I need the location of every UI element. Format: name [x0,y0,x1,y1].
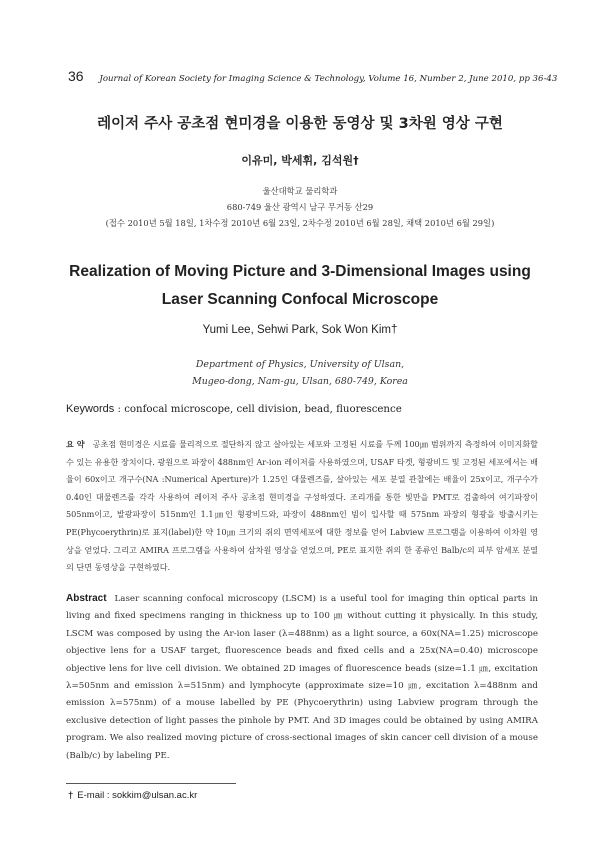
english-title-line2: Laser Scanning Confocal Microscope [161,291,439,308]
footnote [68,790,197,801]
keywords [66,403,540,415]
submission-dates: (접수 2010년 5월 18일, 1차수정 2010년 6월 23일, 2차수정 2010년 6월 28일, 채택 2010년 6월 29일) [105,218,495,228]
page-number: 36 [68,68,84,84]
footnote-dagger: † [68,790,74,801]
english-abstract [66,590,538,765]
footnote-divider [66,783,236,784]
keywords-separator: : [114,404,125,415]
english-title [0,258,600,314]
korean-abstract-text: 공초점 현미경은 시료를 물리적으로 절단하지 않고 살아있는 세포와 고정된 시료를 두께 100㎛ 범위까지 측정하여 이미지화할 수 있는 유용한 장치이다. 광원으로 파장이 488nm인 Ar-ion 레이저를 사용하였으며, USAF 타겟, 형광비드 및 고정된 세포에서는 배율이 60x이고 개구수(NA :Numerical Aperture)가 1.25인 대물렌즈를, 살아있는 세포 분열 관찰에는 배율이 25x이고, 개구수가 0.40인 대물렌즈를 각각 사용하여 레이저 주사 공초점 현미경을 구성하였다. 조리개를 통한 빛만을 PMT로 검출하여 여기파장이 505nm이고, 발광파장이 515nm인 1.1㎛인 형광비드와, 파장이 488nm인 빔이 입사할 때 575nm 파장의 형광을 방출시키는 PE(Phycoerythrin)로 표지(label)한 약 10㎛ 크기의 쥐의 면역세포에 대한 정보를 얻어 Labview 프로그램을 이용하여 이차원 영상을 얻었다. 그리고 AMIRA 프로그램을 사용하여 삼차원 영상을 얻었으며, PE로 표지한 쥐의 한 종류인 Balb/c의 피부 암세포 분열의 단면 동영상을 구현하였다. [66,439,538,573]
footnote-email: E-mail : sokkim@ulsan.ac.kr [77,790,198,801]
english-affiliation-line2: Mugeo-dong, Nam-gu, Ulsan, 680-749, Korea [192,376,408,387]
korean-abstract [66,436,538,577]
korean-affiliation-dept: 울산대학교 물리학과 [262,186,338,196]
korean-title: 레이저 주사 공초점 현미경을 이용한 동영상 및 3차원 영상 구현 [97,116,503,132]
english-abstract-label: Abstract [66,593,107,604]
korean-abstract-label: 요 약 [66,439,85,449]
keywords-label: Keywords [66,403,115,415]
journal-citation: Journal of Korean Society for Imaging Science & Technology, Volume 16, Number 2, June 2010, pp 36-43 [99,74,558,84]
english-title-line1: Realization of Moving Picture and 3-Dimensional Images using [69,263,531,280]
running-header [68,68,558,84]
english-affiliation [0,356,600,390]
english-abstract-text: Laser scanning confocal microscopy (LSCM) is a useful tool for imaging thin optical parts in living and fixed specimens ranging in thickness up to 100 ㎛ without cutting it physically. In this study, LSCM was composed by using the Ar-ion laser (λ=488nm) as a light source, a 60x(NA=1.25) microscope objective lens for a USAF target, fluorescence beads and fixed cells and a 25x(NA=0.40) microscope objective lens for live cell division. We obtained 2D images of fluorescence beads (size=1.1 ㎛, excitation λ=505nm and emission λ=515nm) and lymphocyte (approximate size=10 ㎛, excitation λ=488nm and emission λ=575nm) of a mouse labelled by PE (Phycoerythrin) using Labview program through the exclusive detection of light passes the pinhole by PMT. And 3D images could be obtained by using AMIRA program. We also realized moving picture of cross-sectional images of skin cancer cell division of a mouse (Balb/c) by labeling PE. [66,594,538,761]
keywords-list: confocal microscope, cell division, bead, fluorescence [124,404,402,415]
korean-authors: 이유미, 박세휘, 김석원† [241,154,359,167]
english-authors: Yumi Lee, Sehwi Park, Sok Won Kim† [202,324,398,336]
korean-affiliation-address: 680-749 울산 광역시 남구 무거동 산29 [226,202,374,212]
english-affiliation-line1: Department of Physics, University of Ulsan, [195,359,405,370]
korean-affiliation [0,183,600,231]
